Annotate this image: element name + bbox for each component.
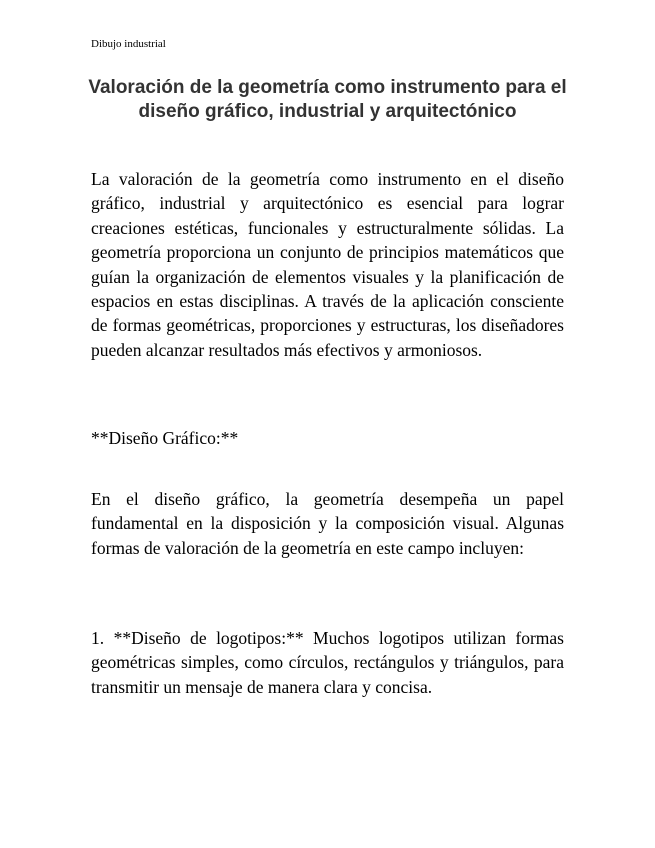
document-title: Valoración de la geometría como instrumento para el diseño gráfico, industrial y arquitectónico [88, 77, 567, 122]
list-item-logotipos: 1. **Diseño de logotipos:** Muchos logotipos utilizan formas geométricas simples, como círculos, rectángulos y triángulos, para transmitir un mensaje de manera clara y concisa. [91, 628, 564, 697]
intro-paragraph: La valoración de la geometría como instrumento en el diseño gráfico, industrial y arquitectónico es esencial para lograr creaciones estéticas, funcionales y estructuralmente sólidas. La geometría proporciona un conjunto de principios matemáticos que guían la organización de elementos visuales y la planificación de espacios en estas disciplinas. A través de la aplicación consciente de formas geométricas, proporciones y estructuras, los diseñadores pueden alcanzar resultados más efectivos y armoniosos. [91, 169, 564, 360]
diseno-grafico-paragraph: En el diseño gráfico, la geometría desempeña un papel fundamental en la disposición y la composición visual. Algunas formas de valoración de la geometría en este campo incluyen: [91, 489, 564, 558]
section-heading-diseno-grafico: **Diseño Gráfico:** [91, 428, 239, 448]
running-header: Dibujo industrial [91, 38, 166, 50]
